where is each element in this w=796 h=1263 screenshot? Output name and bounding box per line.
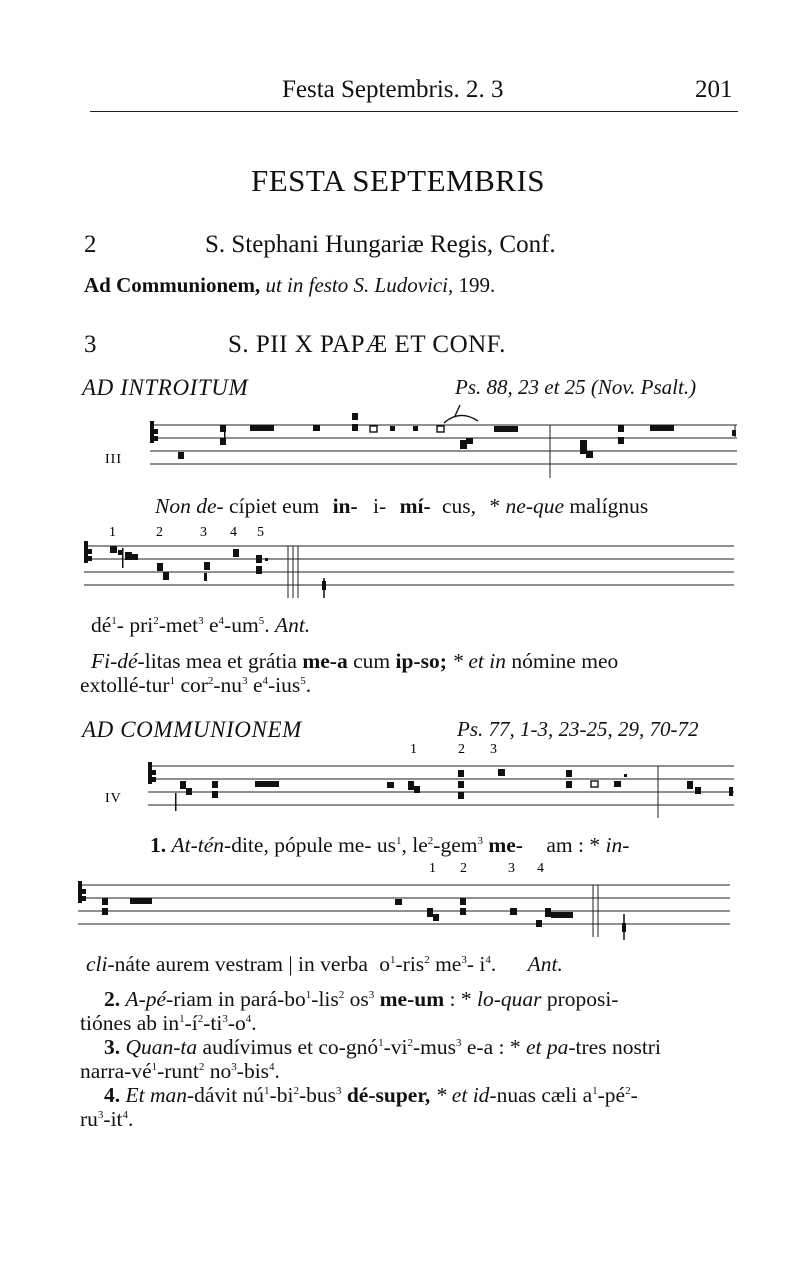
syllable: .	[128, 1107, 134, 1131]
accent-number: 1	[109, 525, 116, 540]
syllable: me-	[488, 833, 523, 857]
syllable: extollé-tur	[80, 673, 170, 697]
communion-source: Ps. 77, 1-3, 23-25, 29, 70-72	[457, 717, 699, 741]
communion-heading: AD COMMUNIONEM	[82, 717, 302, 742]
introit-mode: III	[105, 452, 122, 467]
syllable: tiónes ab in	[80, 1011, 180, 1035]
syllable: cus,	[441, 494, 477, 518]
syllable: dávit nú	[194, 1083, 265, 1107]
syllable: malígnus	[569, 494, 649, 518]
antiphon-mark: Ant.	[274, 613, 311, 637]
feast3-number: 3	[84, 331, 97, 358]
syllable: os	[344, 987, 369, 1011]
syllable: - i	[466, 952, 486, 976]
syllable: -o	[227, 1011, 246, 1035]
feast2-note-label: Ad Communionem,	[84, 273, 261, 297]
syllable: mí-	[399, 494, 431, 518]
syllable: in-	[332, 494, 358, 518]
syllable: -pé	[597, 1083, 626, 1107]
accent-number: 3	[508, 861, 515, 876]
syllable: dé-super,	[346, 1083, 431, 1107]
section-title: FESTA SEPTEMBRIS	[250, 163, 546, 198]
syllable: tres nostri	[575, 1035, 661, 1059]
syllable: am : *	[546, 833, 601, 857]
introit-verse-line2: $dé^1-$ pri$^2$-met$^3$ $e^4-um^5$. Ant.	[91, 613, 311, 637]
syllable: * et in	[452, 649, 506, 673]
syllable: e	[247, 673, 263, 697]
syllable: ip-so;	[395, 649, 447, 673]
syllable: audívimus et co-gnó	[202, 1035, 379, 1059]
asterisk: *	[489, 494, 501, 518]
syllable: nómine meo	[511, 649, 619, 673]
page-number: 201	[695, 76, 733, 103]
syllable: -bis	[236, 1059, 270, 1083]
syllable: -í	[184, 1011, 198, 1035]
asterisk: : *	[449, 987, 472, 1011]
syllable: nuas cæli a	[496, 1083, 593, 1107]
syllable: -mus	[413, 1035, 456, 1059]
syllable: narra-vé	[80, 1059, 152, 1083]
syllable: dite, pópule me-	[231, 833, 372, 857]
syllable: Fi-dé-	[91, 649, 145, 673]
syllable: -it	[103, 1107, 123, 1131]
syllable: litas mea et grátia	[144, 649, 297, 673]
verse-number: 3.	[104, 1035, 121, 1059]
syllable: -bus	[298, 1083, 336, 1107]
accent-number: 4	[230, 525, 237, 540]
accent-number: 2	[458, 742, 465, 757]
syllable: -vi	[383, 1035, 408, 1059]
verse-number: 1.	[150, 833, 167, 857]
syllable: o	[379, 952, 391, 976]
syllable: i-	[373, 494, 387, 518]
feast2-note-rest: ut in festo S. Ludovici,	[265, 273, 454, 297]
syllable: * et	[435, 1083, 468, 1107]
communion-verse2-line2: tiónes ab $in^1-í^2-ti^3-o^4$.	[80, 1011, 257, 1035]
syllable: me-um	[379, 987, 445, 1011]
accent-number: 1	[429, 861, 436, 876]
introit-heading: AD INTROITUM	[82, 375, 249, 400]
syllable: Quan-ta	[125, 1035, 198, 1059]
syllable: us	[376, 833, 397, 857]
syllable: Et man-	[125, 1083, 195, 1107]
communion-verse4-line2: $ru^3-it^4$.	[80, 1107, 134, 1131]
syllable: e-a : *	[461, 1035, 521, 1059]
syllable: ne-que	[505, 494, 565, 518]
syllable: -lis	[311, 987, 339, 1011]
syllable: -gem	[433, 833, 478, 857]
communion-verse1-line2: cli-náte aurem vestram | in verba $o^1-ris^2$ $me^3-$ $i^4$. Ant.	[86, 952, 563, 976]
syllable: cli-	[86, 952, 115, 976]
syllable: riam in pará-bo	[173, 987, 306, 1011]
verse-number: 4.	[104, 1083, 121, 1107]
syllable: proposi-	[546, 987, 619, 1011]
syllable: -ris	[395, 952, 425, 976]
antiphon-mark: Ant.	[527, 952, 563, 976]
syllable: id-	[472, 1083, 497, 1107]
syllable: me	[429, 952, 462, 976]
syllable: et pa-	[525, 1035, 576, 1059]
communion-mode: IV	[105, 791, 122, 806]
feast2-name: S. Stephani Hungariæ Regis, Conf.	[205, 231, 556, 258]
syllable: Non de-	[155, 494, 224, 518]
syllable: no	[204, 1059, 232, 1083]
syllable: e	[203, 613, 219, 637]
syllable: , le	[401, 833, 428, 857]
syllable: .	[274, 1059, 280, 1083]
syllable: dé	[91, 613, 112, 637]
communion-verse2-line1: 2. A-pé-riam in pará-$bo^1-lis^2$ $os^3$ me-um : * lo-quar proposi-	[104, 987, 619, 1011]
syllable: .	[305, 673, 312, 697]
syllable: .	[264, 613, 270, 637]
syllable: A-pé-	[125, 987, 174, 1011]
accent-number: 5	[257, 525, 264, 540]
syllable: lo-quar	[476, 987, 542, 1011]
syllable: náte aurem vestram | in verba	[114, 952, 368, 976]
communion-verse4-line1: 4. Et man-dávit $nú^1-bi^2-bus^3$ dé-super, * et id-nuas cæli $a^1-pé^2-$	[104, 1083, 638, 1107]
syllable: -ti	[203, 1011, 223, 1035]
accent-number: 2	[460, 861, 467, 876]
feast2-note-page: 199.	[458, 273, 496, 297]
verse-number: 2.	[104, 987, 121, 1011]
introit-antiphon-line2: extollé-tur$^1$ $cor^2-nu^3$ $e^4-ius^5$.	[80, 673, 312, 697]
accent-number: 1	[410, 742, 417, 757]
running-head-title: Festa Septembris. 2. 3	[282, 76, 504, 103]
syllable: .	[251, 1011, 257, 1035]
communion-verse3-line1: 3. Quan-ta audívimus et $co-gnó^1-vi^2-mus^3$ e-a : * et pa-tres nostri	[104, 1035, 661, 1059]
feast2-number: 2	[84, 231, 97, 258]
syllable: -um	[224, 613, 259, 637]
accent-number: 2	[156, 525, 163, 540]
syllable: me-a	[302, 649, 348, 673]
accent-number: 3	[200, 525, 207, 540]
syllable: cor	[175, 673, 208, 697]
syllable: in-	[605, 833, 630, 857]
feast3-name: S. PII X PAPÆ ET CONF.	[228, 331, 506, 358]
syllable: - pri	[116, 613, 154, 637]
syllable: cum	[353, 649, 391, 673]
syllable: -met	[158, 613, 199, 637]
syllable: -bi	[269, 1083, 294, 1107]
introit-source: Ps. 88, 23 et 25 (Nov. Psalt.)	[455, 375, 697, 399]
syllable: At-tén-	[171, 833, 232, 857]
syllable: -	[630, 1083, 638, 1107]
accent-number: 4	[537, 861, 544, 876]
syllable: -ius	[267, 673, 301, 697]
syllable: -runt	[157, 1059, 199, 1083]
communion-verse1-line1: 1. At-tén-dite, pópule me- $us^1$, $le^2-gem^3$ me- am : * in-	[150, 833, 630, 857]
syllable: -nu	[213, 673, 243, 697]
syllable: ru	[80, 1107, 98, 1131]
syllable: cípiet eum	[229, 494, 320, 518]
communion-verse3-line2: narra-$vé^1-runt^2$ $no^3-bis^4$.	[80, 1059, 280, 1083]
accent-number: 3	[490, 742, 497, 757]
